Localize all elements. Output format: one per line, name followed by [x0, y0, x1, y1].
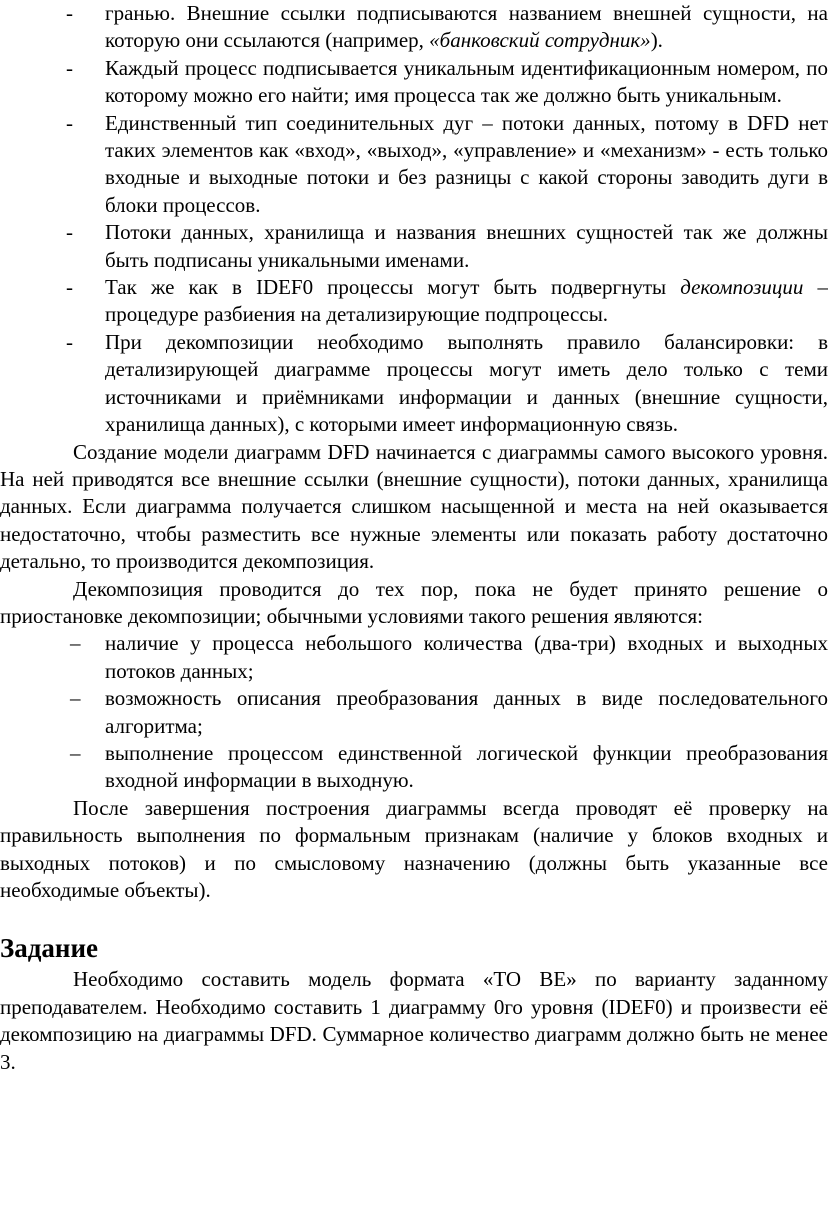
- list-item: [0, 55, 828, 110]
- body-paragraph: После завершения построения диаграммы всегда проводят её проверку на правильность выполнения по формальным признакам (наличие у блоков входных и выходных потоков) и по смысловому назначению (должны быть указанные все необходимые объекты).: [0, 795, 828, 902]
- list-item: [0, 110, 828, 220]
- list-item-text: выполнение процессом единственной логической функции преобразования входной информации в выходную.: [105, 740, 828, 793]
- list-item-text: гранью. Внешние ссылки подписываются названием внешней сущности, на которую они ссылаются (например, «банковский сотрудник»).: [105, 1, 828, 53]
- body-paragraph: Декомпозиция проводится до тех пор, пока не будет принято решение о приостановке декомпозиции; обычными условиями такого решения являются:: [0, 576, 828, 628]
- bullet-marker: -: [66, 55, 73, 80]
- list-item-text: Каждый процесс подписывается уникальным идентификационным номером, по которому можно его найти; имя процесса так же должно быть уникальным.: [105, 55, 828, 108]
- dash-marker: –: [70, 740, 81, 765]
- list-item: [0, 219, 828, 274]
- bullet-marker: -: [66, 110, 73, 135]
- bullet-marker: -: [66, 1, 73, 25]
- conditions-list: [0, 630, 828, 794]
- bullet-marker: -: [66, 275, 73, 300]
- list-item: [0, 630, 828, 685]
- list-item-text: наличие у процесса небольшого количества (два-три) входных и выходных потоков данных;: [105, 631, 828, 683]
- section-heading: Задание: [0, 933, 99, 964]
- list-item-text: Потоки данных, хранилища и названия внешних сущностей так же должны быть подписаны уникальными именами.: [105, 220, 828, 272]
- list-item-text: возможность описания преобразования данных в виде последовательного алгоритма;: [105, 686, 828, 738]
- list-item: [0, 329, 828, 439]
- list-item: [0, 685, 828, 740]
- dash-marker: –: [70, 631, 81, 656]
- list-item-text: Так же как в IDEF0 процессы могут быть подвергнуты декомпозиции – процедуре разбиения на детализирующие подпроцессы.: [105, 275, 828, 327]
- list-item-text: При декомпозиции необходимо выполнять правило балансировки: в детализирующей диаграмме процессы могут иметь дело только с теми источниками и приёмниками информации и данных (внешние сущности, хранилища данных), с которыми имеет информационную связь.: [105, 329, 828, 437]
- list-item: [0, 740, 828, 795]
- list-item-text: Единственный тип соединительных дуг – потоки данных, потому в DFD нет таких элементов как «вход», «выход», «управление» и «механизм» - есть только входные и выходные потоки и без разницы с какой стороны заводить дуги в блоки процессов.: [105, 110, 828, 217]
- body-paragraph: Создание модели диаграмм DFD начинается с диаграммы самого высокого уровня. На ней приводятся все внешние ссылки (внешние сущности), потоки данных, хранилища данных. Если диаграмма получается слишком насыщенной и места на ней оказывается недостаточно, чтобы разместить все нужные элементы или показать работу достаточно детально, то производится декомпозиция.: [0, 439, 828, 574]
- list-item: [0, 274, 828, 329]
- rules-list: [0, 0, 828, 439]
- dash-marker: –: [70, 686, 81, 711]
- list-item: [0, 0, 828, 55]
- bullet-marker: -: [66, 220, 73, 245]
- body-paragraph: Необходимо составить модель формата «TO BE» по варианту заданному преподавателем. Необходимо составить 1 диаграмму 0го уровня (IDEF0) и произвести её декомпозицию на диаграммы DFD. Суммарное количество диаграмм должно быть не менее 3.: [0, 967, 828, 1074]
- bullet-marker: -: [66, 329, 73, 354]
